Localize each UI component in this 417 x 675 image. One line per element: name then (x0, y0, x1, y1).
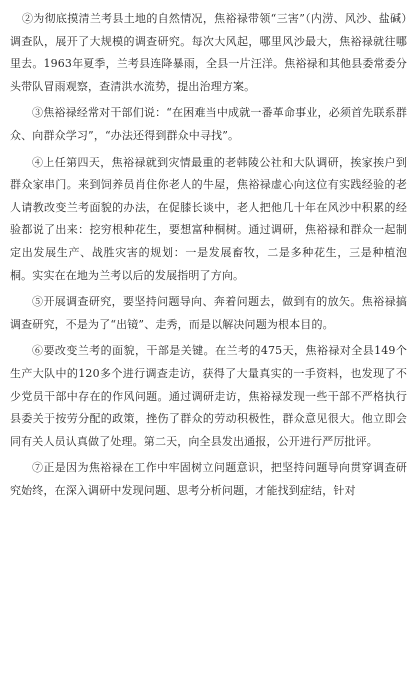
paragraph-2: ②为彻底摸清兰考县土地的自然情况，焦裕禄带领“三害”（内涝、风沙、盐碱）调查队，展开了大规模的调查研究。每次大风起，哪里风沙最大，焦裕禄就往哪里去。1963年夏季，兰考县连降暴雨，全县一片汪洋。焦裕禄和其他县委常委分头带队冒雨观察，查清洪水流势，提出治理方案。 (10, 12, 407, 93)
paragraph-4: ④上任第四天，焦裕禄就到灾情最重的老韩陵公社和大队调研，挨家挨户到群众家串门。来到饲养员肖住你老人的牛屋，焦裕禄虚心向这位有实践经验的老人请教改变兰考面貌的办法，在促膝长谈中，老人把他几十年在风沙中积累的经验都说了出来：挖穷根种花生，要想富种桐树。通过调研，焦裕禄和群众一起制定出发展生产、战胜灾害的规划：一是发展畜牧，二是多种花生，三是种植泡桐。实实在在地为兰考以后的发展指明了方向。 (10, 155, 407, 282)
paragraph-6: ⑥要改变兰考的面貌，干部是关键。在兰考的475天，焦裕禄对全县149个生产大队中的120多个进行调查走访，获得了大量真实的一手资料，也发现了不少党员干部中存在的作风问题。通过调研走访，焦裕禄发现一些干部不严格执行县委关于按劳分配的政策，挫伤了群众的劳动积极性，群众意见很大。他立即会同有关人员认真做了处理。第二天，向全县发出通报，公开进行严厉批评。 (10, 344, 407, 448)
paragraph-5: ⑤开展调查研究，要坚持问题导向、奔着问题去，做到有的放矢。焦裕禄搞调查研究，不是为了“出镜”、走秀，而是以解决问题为根本目的。 (10, 295, 407, 331)
paragraph-7: ⑦正是因为焦裕禄在工作中牢固树立问题意识，把坚持问题导向贯穿调查研究始终，在深入调研中发现问题、思考分析问题，才能找到症结，针对 (10, 461, 407, 497)
paragraph-3: ③焦裕禄经常对干部们说：“在困难当中成就一番革命事业，必须首先联系群众、向群众学习”，“办法还得到群众中寻找”。 (10, 106, 407, 142)
